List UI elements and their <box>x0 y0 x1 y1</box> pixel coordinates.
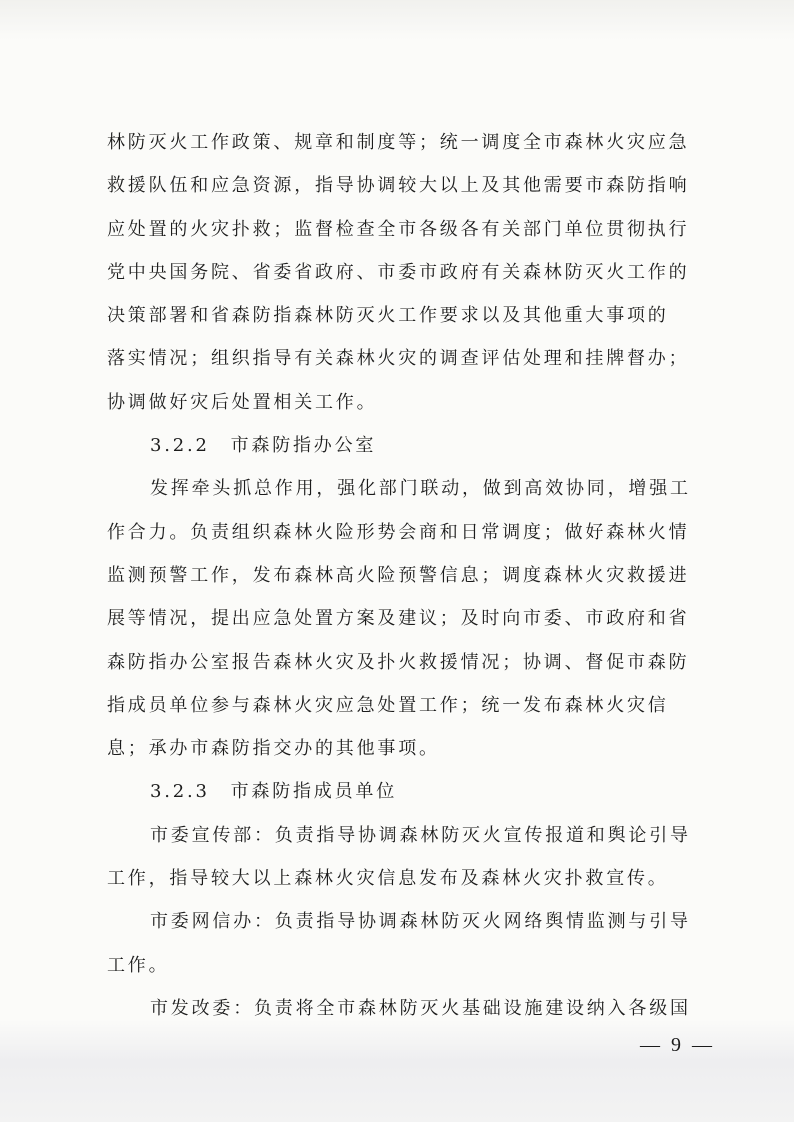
section-heading-3-2-2: 3.2.2 市森防指办公室 <box>150 435 377 457</box>
text-line: 党中央国务院、省委省政府、市委市政府有关森林防灭火工作的 <box>107 261 690 283</box>
section-heading-3-2-3: 3.2.3 市森防指成员单位 <box>150 781 397 803</box>
paragraph-cyberspace-office <box>107 900 707 987</box>
paragraph-development-reform <box>107 987 707 1030</box>
text-line: 落实情况；组织指导有关森林火灾的调查评估处理和挂牌督办； <box>107 348 690 370</box>
text-line: 作合力。负责组织森林火险形势会商和日常调度；做好森林火情 <box>107 521 690 543</box>
text-line: 救援队伍和应急资源，指导协调较大以上及其他需要市森防指响 <box>107 175 690 197</box>
text-line: 决策部署和省森防指森林防灭火工作要求以及其他重大事项的 <box>107 305 669 327</box>
text-line: 展等情况，提出应急处置方案及建议；及时向市委、市政府和省 <box>107 608 690 630</box>
text-line: 监测预警工作，发布森林高火险预警信息；调度森林火灾救援进 <box>107 564 690 586</box>
text-line: 市发改委：负责将全市森林防灭火基础设施建设纳入各级国 <box>150 997 691 1019</box>
scan-shading-top <box>0 0 794 40</box>
text-line: 指成员单位参与森林火灾应急处置工作；统一发布森林火灾信 <box>107 694 669 716</box>
text-line: 息；承办市森防指交办的其他事项。 <box>107 738 440 760</box>
paragraph-duties <box>107 121 707 424</box>
document-body <box>107 121 707 1030</box>
text-line: 市委网信办：负责指导协调森林防灭火网络舆情监测与引导 <box>150 911 691 933</box>
text-line: 工作，指导较大以上森林火灾信息发布及森林火灾扑救宣传。 <box>107 868 669 890</box>
text-line: 工作。 <box>107 954 170 976</box>
page-number: — 9 — <box>640 1034 715 1056</box>
text-line: 森防指办公室报告森林火灾及扑火救援情况；协调、督促市森防 <box>107 651 690 673</box>
paragraph-office <box>107 467 707 770</box>
paragraph-propaganda-dept <box>107 814 707 901</box>
text-line: 应处置的火灾扑救；监督检查全市各级各有关部门单位贯彻执行 <box>107 218 690 240</box>
text-line: 发挥牵头抓总作用，强化部门联动，做到高效协同，增强工 <box>150 478 691 500</box>
text-line: 林防灭火工作政策、规章和制度等；统一调度全市森林火灾应急 <box>107 132 690 153</box>
text-line: 市委宣传部：负责指导协调森林防灭火宣传报道和舆论引导 <box>150 824 691 846</box>
text-line: 协调做好灾后处置相关工作。 <box>107 391 378 413</box>
